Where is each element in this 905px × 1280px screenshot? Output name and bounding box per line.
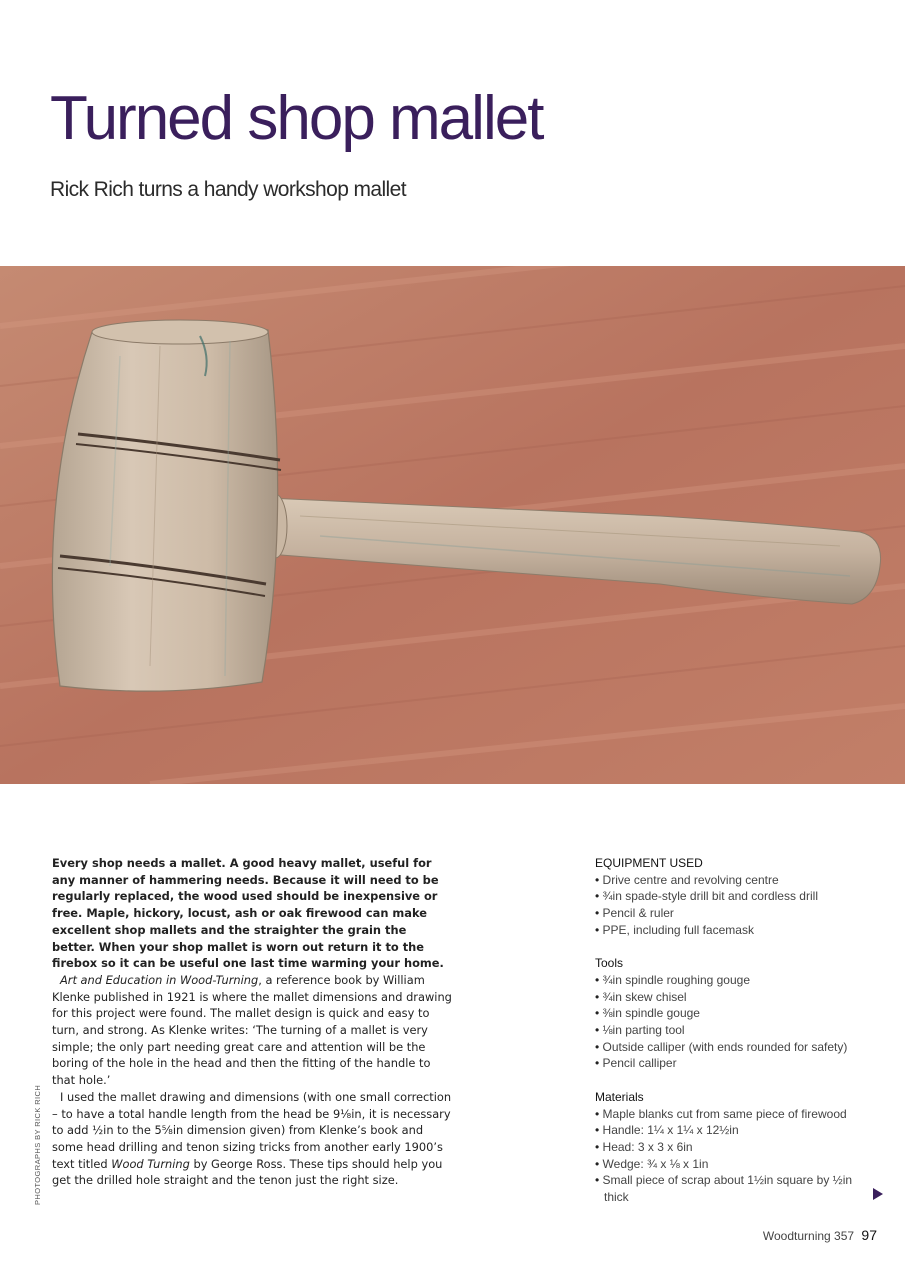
- article-subtitle: Rick Rich turns a handy workshop mallet: [50, 178, 406, 201]
- materials-list: [595, 1106, 875, 1206]
- magazine-issue: Woodturning 357: [762, 1229, 855, 1243]
- book-title: Art and Education in Wood-Turning: [60, 972, 259, 987]
- equipment-list: [595, 872, 875, 939]
- page-number: 97: [861, 1227, 877, 1243]
- page-footer: [763, 1227, 877, 1243]
- article-title: Turned shop mallet: [50, 84, 543, 153]
- list-item: • PPE, including full facemask: [595, 922, 875, 939]
- body-paragraph: I used the mallet drawing and dimensions (with one small correction – to have a total handle length from the head be 9⅛in, it is necessary to add ½in to the 5⅝in dimension given) from Klenke’s book and some head drilling and tenon sizing tricks from another early 1900’s text titled Wood Turning by George Ross. These tips should help you get the drilled hole straight and the tenon just the right size.: [52, 1089, 452, 1188]
- lead-paragraph: Every shop needs a mallet. A good heavy mallet, useful for any manner of hammering needs. Because it will need to be regularly replaced, the wood used should be inexpensive or free. Maple, hickory, locust, ash or oak firewood can make excellent shop mallets and the straighter the grain the better. When your shop mallet is worn out return it to the firebox so it can be useful one last time warming your home.: [52, 856, 444, 971]
- photo-credit: PHOTOGRAPHS BY RICK RICH: [33, 1084, 42, 1205]
- mallet-head: [52, 324, 277, 691]
- list-item: • Head: 3 x 3 x 6in: [595, 1139, 875, 1156]
- mallet-photo: [0, 266, 905, 784]
- list-item: • Drive centre and revolving centre: [595, 872, 875, 889]
- sidebar-equipment: [595, 855, 875, 1222]
- book-title: Wood Turning: [111, 1156, 190, 1171]
- list-item: • Handle: 1¼ x 1¼ x 12½in: [595, 1122, 875, 1139]
- body-paragraph: Art and Education in Wood-Turning, a reference book by William Klenke published in 1921 is where the mallet dimensions and drawing for this project were found. The mallet design is quick and easy to turn, and strong. As Klenke writes: ‘The turning of a mallet is very simple; the only part needing great care and attention will be the boring of the hole in the head and then the fitting of the handle to that hole.’: [52, 972, 452, 1088]
- equipment-heading: EQUIPMENT USED: [595, 856, 703, 870]
- tools-list: [595, 972, 875, 1072]
- list-item: • Pencil calliper: [595, 1055, 875, 1072]
- continue-arrow-icon: [873, 1188, 883, 1200]
- materials-heading: Materials: [595, 1089, 644, 1104]
- list-item: • ¾in skew chisel: [595, 989, 875, 1006]
- list-item: • Small piece of scrap about 1½in square by ½in thick: [595, 1172, 875, 1205]
- list-item: • ⅜in spindle gouge: [595, 1005, 875, 1022]
- tools-heading: Tools: [595, 956, 624, 971]
- list-item: • ⅛in parting tool: [595, 1022, 875, 1039]
- list-item: • Pencil & ruler: [595, 905, 875, 922]
- list-item: • ¾in spindle roughing gouge: [595, 972, 875, 989]
- list-item: • ¾in spade-style drill bit and cordless drill: [595, 888, 875, 905]
- article-body: [52, 855, 452, 1189]
- list-item: • Wedge: ¾ x ⅛ x 1in: [595, 1156, 875, 1173]
- list-item: • Outside calliper (with ends rounded for safety): [595, 1039, 875, 1056]
- list-item: • Maple blanks cut from same piece of firewood: [595, 1106, 875, 1123]
